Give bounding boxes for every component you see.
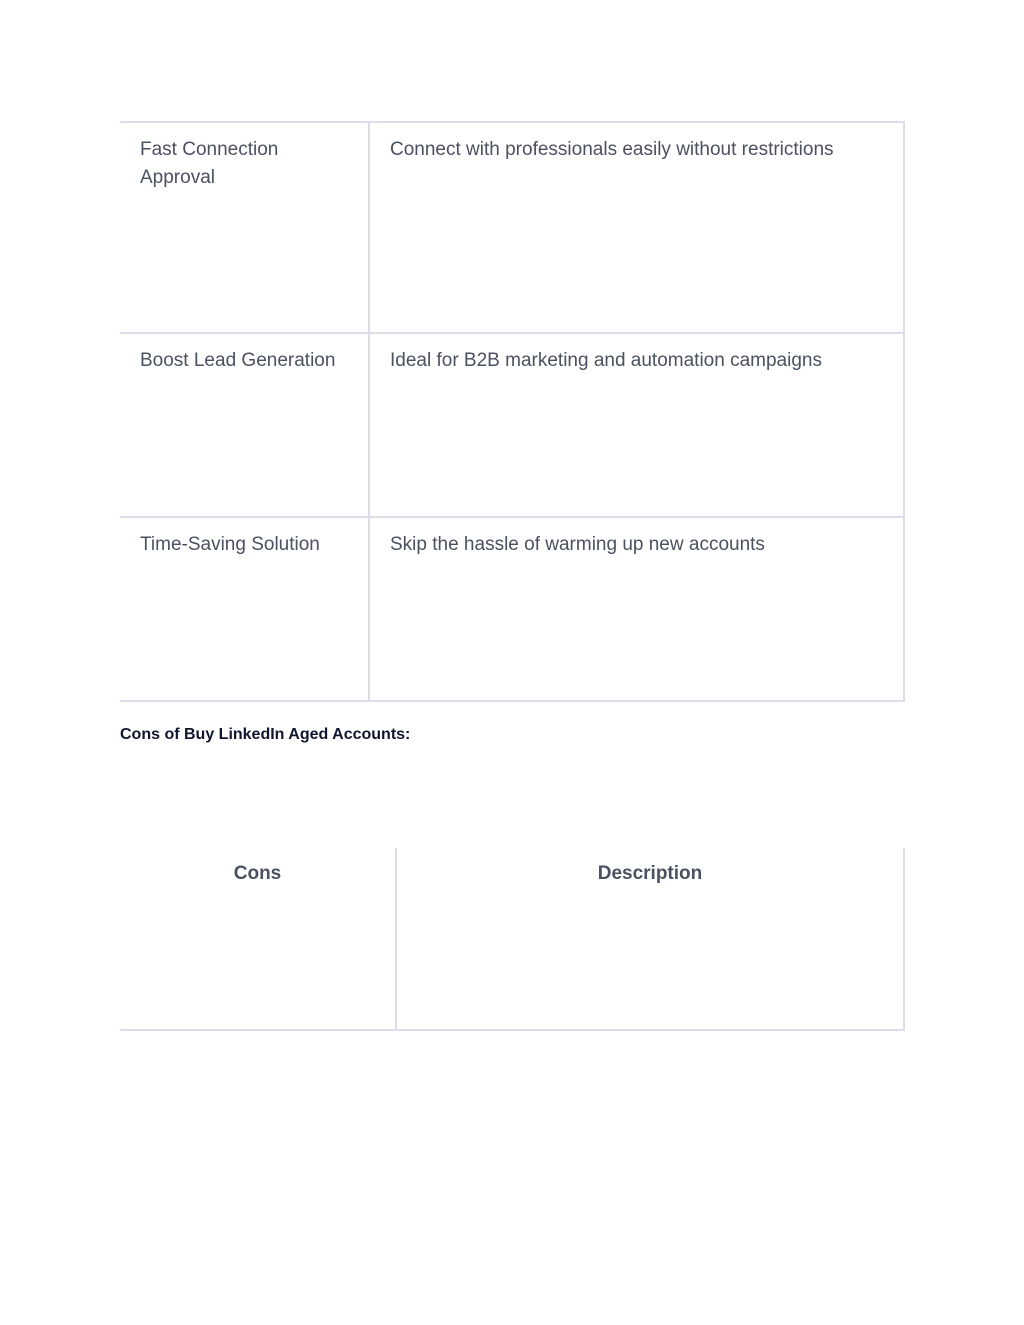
table-header-row [120, 848, 904, 1030]
pro-cell: Fast Connection Approval [120, 122, 369, 333]
column-header-description: Description [396, 848, 904, 1030]
description-cell: Ideal for B2B marketing and automation campaigns [369, 333, 904, 517]
cons-table [120, 848, 905, 1031]
table-row [120, 122, 904, 333]
cons-section-heading: Cons of Buy LinkedIn Aged Accounts: [120, 726, 411, 743]
table-row [120, 517, 904, 701]
table-row [120, 333, 904, 517]
description-cell: Skip the hassle of warming up new accounts [369, 517, 904, 701]
column-header-cons: Cons [120, 848, 396, 1030]
description-cell: Connect with professionals easily without restrictions [369, 122, 904, 333]
pros-table [120, 121, 905, 702]
pro-cell: Time-Saving Solution [120, 517, 369, 701]
pro-cell: Boost Lead Generation [120, 333, 369, 517]
